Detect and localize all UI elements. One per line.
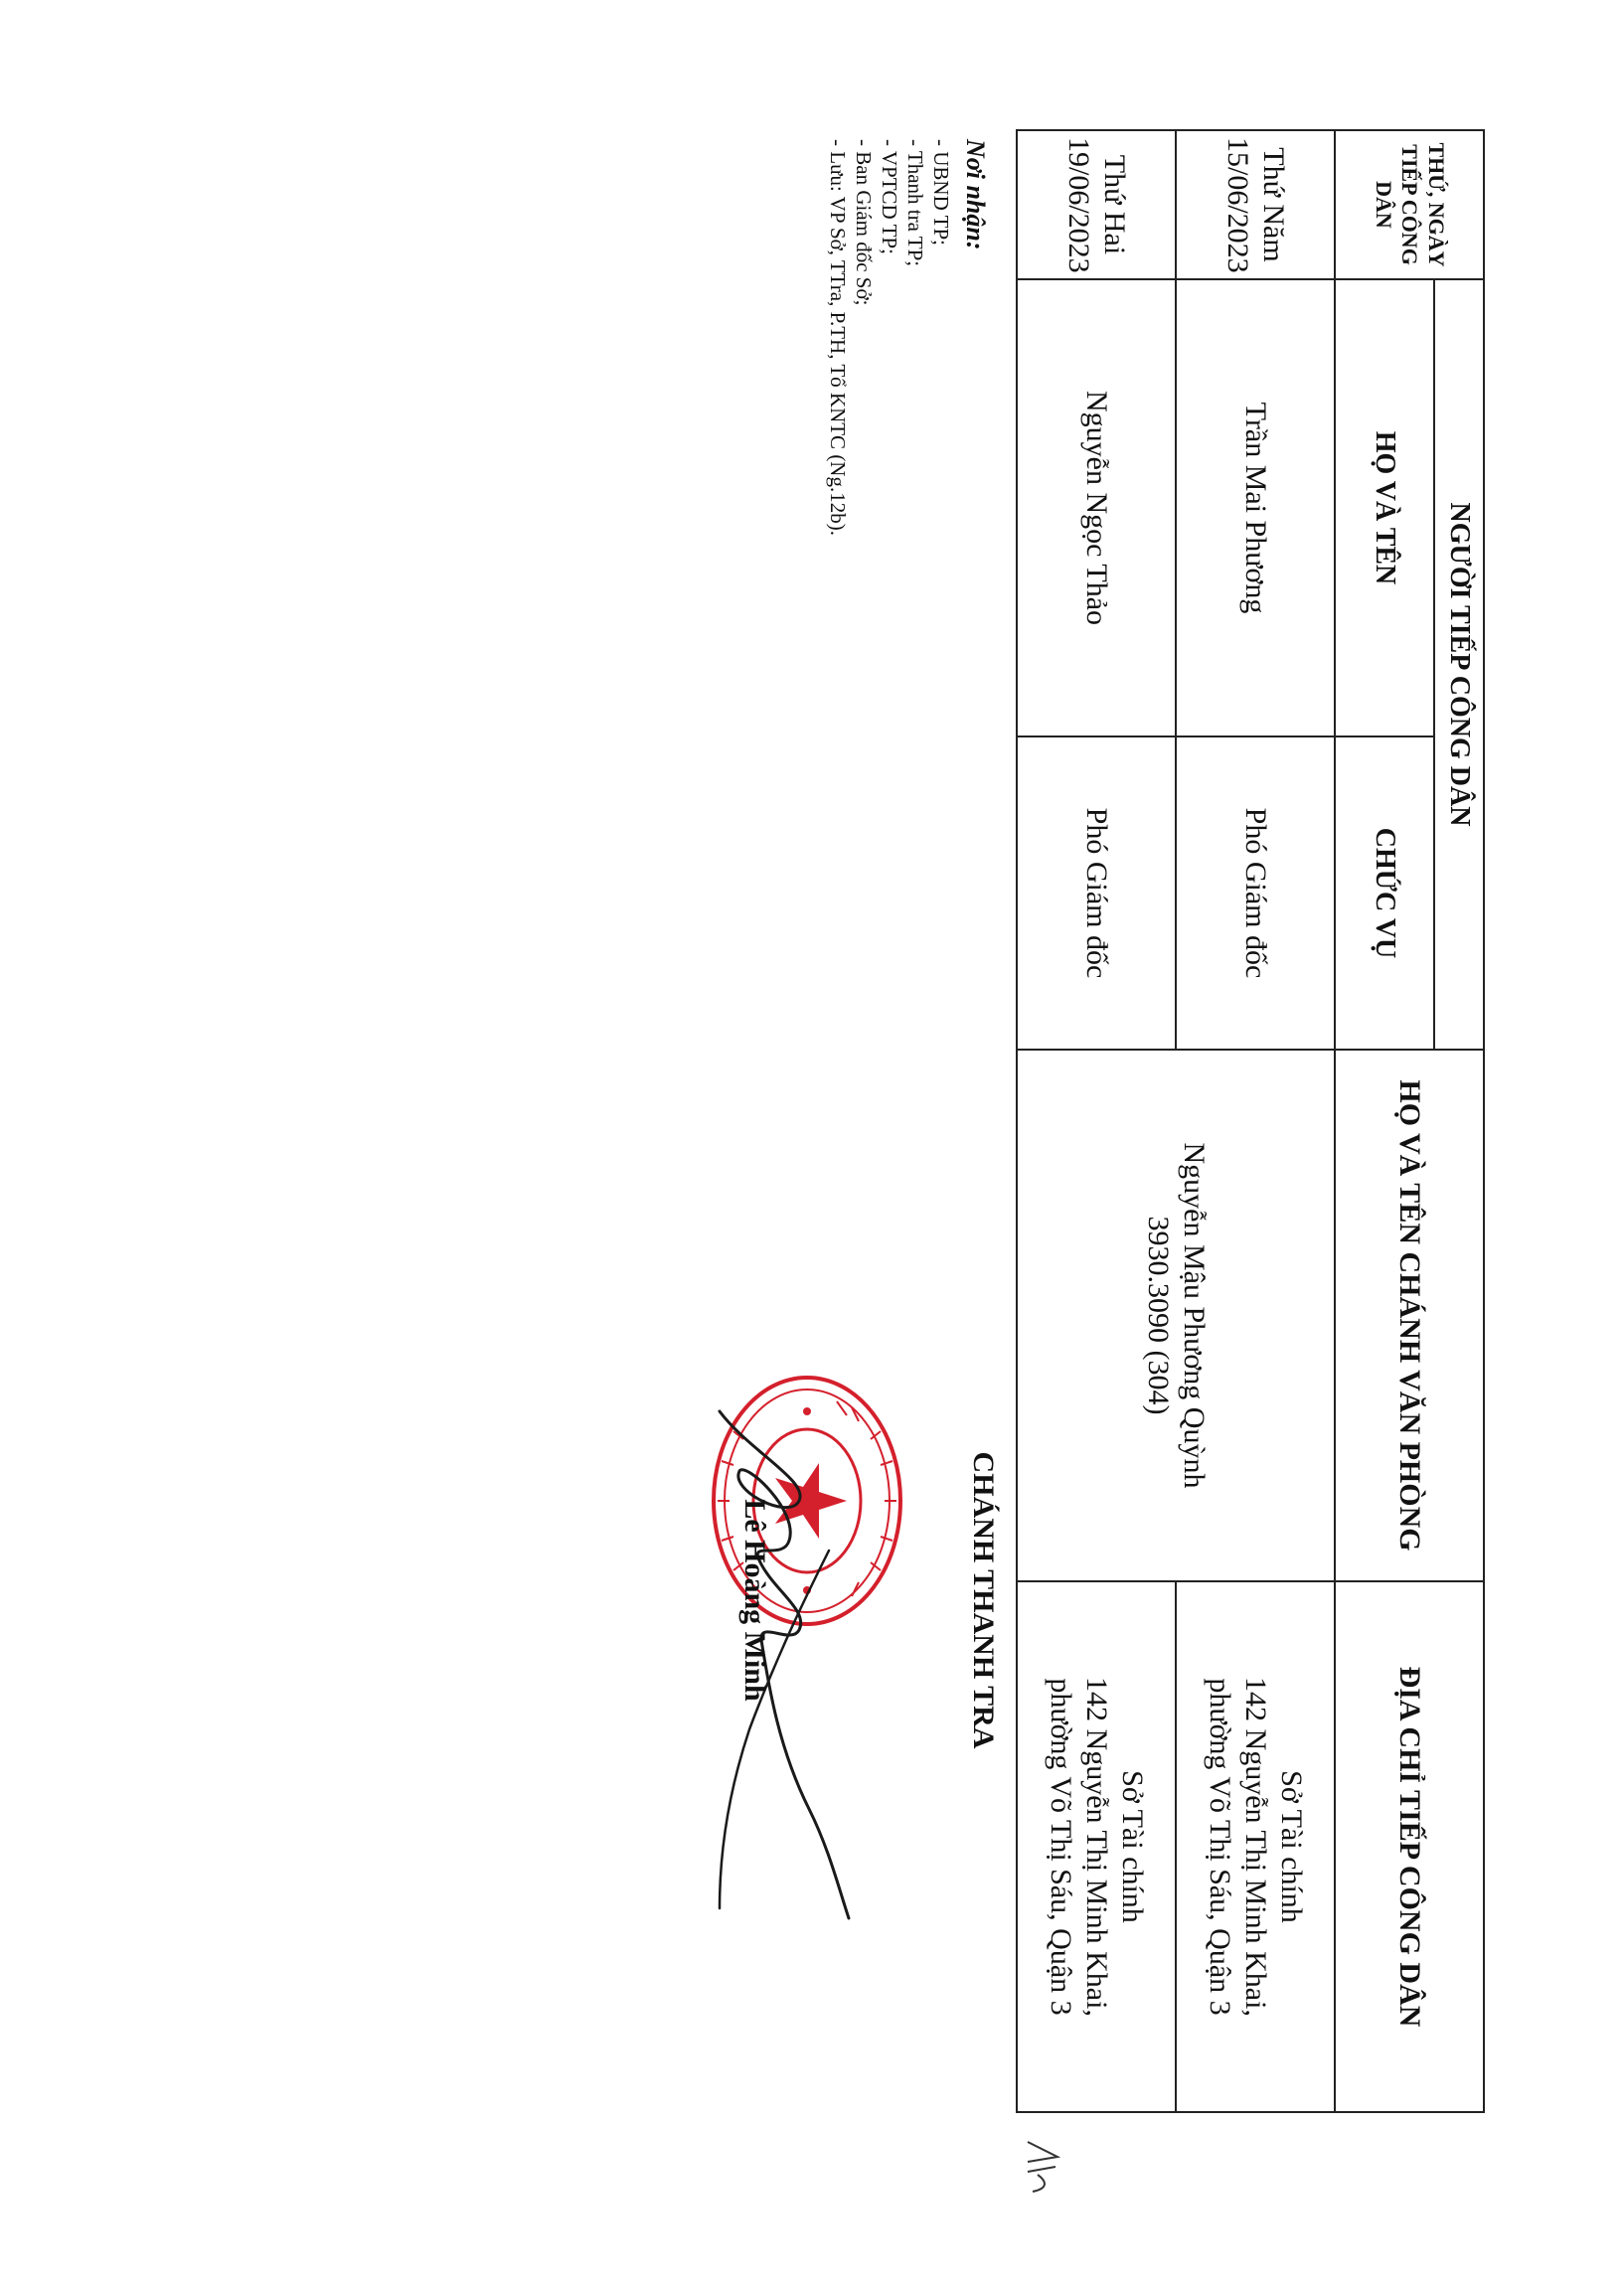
address-cell — [1176, 1581, 1335, 2112]
address-line: phường Võ Thị Sáu, Quận 3 — [1204, 1678, 1236, 2016]
recipient-item: - Ban Giám đốc Sở; — [852, 139, 876, 306]
header-name: HỌ VÀ TÊN — [1335, 279, 1434, 736]
signer-name: Lê Hoàng Minh — [738, 1499, 771, 1702]
day-cell — [1176, 130, 1335, 279]
day-cell — [1017, 130, 1176, 279]
header-office-chief: HỌ VÀ TÊN CHÁNH VĂN PHÒNG — [1335, 1050, 1484, 1581]
signer-title: CHÁNH THANH TRA — [967, 1451, 1000, 1749]
table-row — [1176, 130, 1335, 2112]
receiver-position: Phó Giám đốc — [1017, 736, 1176, 1050]
address-org: Sở Tài chính — [1116, 1770, 1149, 1923]
header-position: CHỨC VỤ — [1335, 736, 1434, 1050]
recipients-block — [825, 139, 988, 536]
recipients-title: Nơi nhận: — [961, 139, 990, 250]
receiver-position: Phó Giám đốc — [1176, 736, 1335, 1050]
address-line: 142 Nguyễn Thị Minh Khai, — [1239, 1677, 1272, 2017]
address-line: 142 Nguyễn Thị Minh Khai, — [1080, 1677, 1113, 2017]
header-day: THỨ, NGÀY TIẾP CÔNG DÂN — [1335, 130, 1484, 279]
recipient-item: - Lưu: VP Sở, TTra, P.TH, Tổ KNTC (Ng.12b). — [826, 139, 850, 536]
recipient-item: - VPTCD TP; — [878, 139, 901, 254]
header-address: ĐỊA CHỈ TIẾP CÔNG DÂN — [1335, 1581, 1484, 2112]
signature-block — [737, 1382, 1000, 1819]
address-cell — [1017, 1581, 1176, 2112]
reception-schedule-table — [1016, 129, 1485, 2113]
recipient-item: - UBND TP; — [929, 139, 953, 245]
receiver-name: Trần Mai Phương — [1176, 279, 1335, 736]
date: 19/06/2023 — [1062, 137, 1095, 273]
office-chief-cell — [1017, 1050, 1335, 1581]
recipient-item: - Thanh tra TP; — [903, 139, 927, 267]
weekday: Thứ Hai — [1098, 154, 1131, 255]
office-chief-phone: 3930.3090 (304) — [1142, 1216, 1175, 1415]
address-org: Sở Tài chính — [1275, 1770, 1308, 1923]
date: 15/06/2023 — [1221, 137, 1254, 273]
weekday: Thứ Năm — [1257, 147, 1290, 262]
header-receiver-group: NGƯỜI TIẾP CÔNG DÂN — [1434, 279, 1484, 1050]
initials-mark-icon — [1018, 2137, 1067, 2197]
office-chief-name: Nguyễn Mậu Phương Quỳnh — [1178, 1142, 1211, 1489]
address-line: phường Võ Thị Sáu, Quận 3 — [1045, 1678, 1077, 2016]
receiver-name: Nguyễn Ngọc Thảo — [1017, 279, 1176, 736]
